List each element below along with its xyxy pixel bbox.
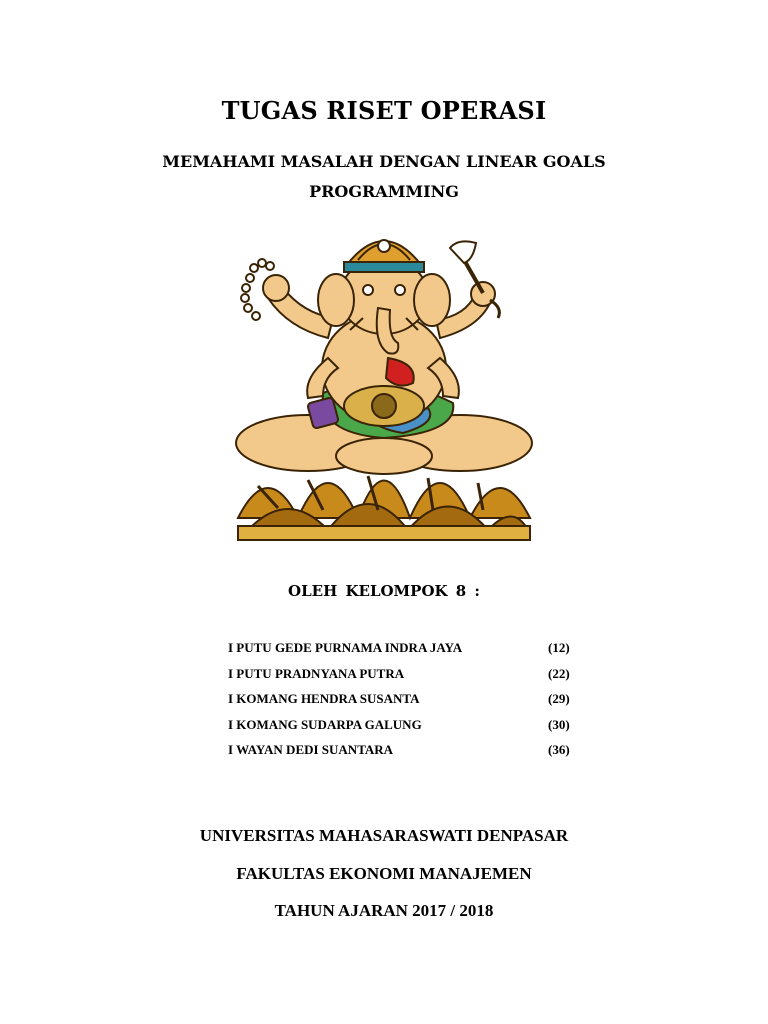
faculty-name: FAKULTAS EKONOMI MANAJEMEN	[236, 864, 532, 883]
university-name: UNIVERSITAS MAHASARASWATI DENPASAR	[199, 826, 569, 845]
lotus-base	[238, 476, 530, 540]
list-item	[228, 742, 588, 768]
member-name: I PUTU PRADNYANA PUTRA	[228, 665, 405, 681]
list-item	[228, 640, 588, 666]
ganesha-illustration-icon	[228, 218, 540, 543]
list-item	[228, 717, 588, 743]
group-label: OLEH KELOMPOK 8 :	[288, 582, 480, 600]
member-name: I KOMANG SUDARPA GALUNG	[228, 716, 422, 732]
document-subtitle	[0, 147, 768, 207]
list-item	[228, 666, 588, 692]
member-list	[228, 640, 588, 768]
member-number: (36)	[548, 742, 570, 757]
subtitle-line-1: MEMAHAMI MASALAH DENGAN LINEAR GOALS	[162, 152, 606, 171]
crown-icon	[344, 240, 424, 272]
member-number: (29)	[548, 691, 570, 706]
member-name: I KOMANG HENDRA SUSANTA	[228, 691, 420, 706]
member-number: (22)	[548, 665, 570, 681]
member-number: (12)	[548, 640, 570, 655]
member-name: I PUTU GEDE PURNAMA INDRA JAYA	[228, 640, 463, 655]
member-number: (30)	[548, 716, 570, 732]
document-title: TUGAS RISET OPERASI	[221, 96, 547, 125]
academic-year: TAHUN AJARAN 2017 / 2018	[274, 901, 494, 920]
member-name: I WAYAN DEDI SUANTARA	[228, 742, 394, 757]
subtitle-line-2: PROGRAMMING	[309, 182, 459, 201]
list-item	[228, 691, 588, 717]
